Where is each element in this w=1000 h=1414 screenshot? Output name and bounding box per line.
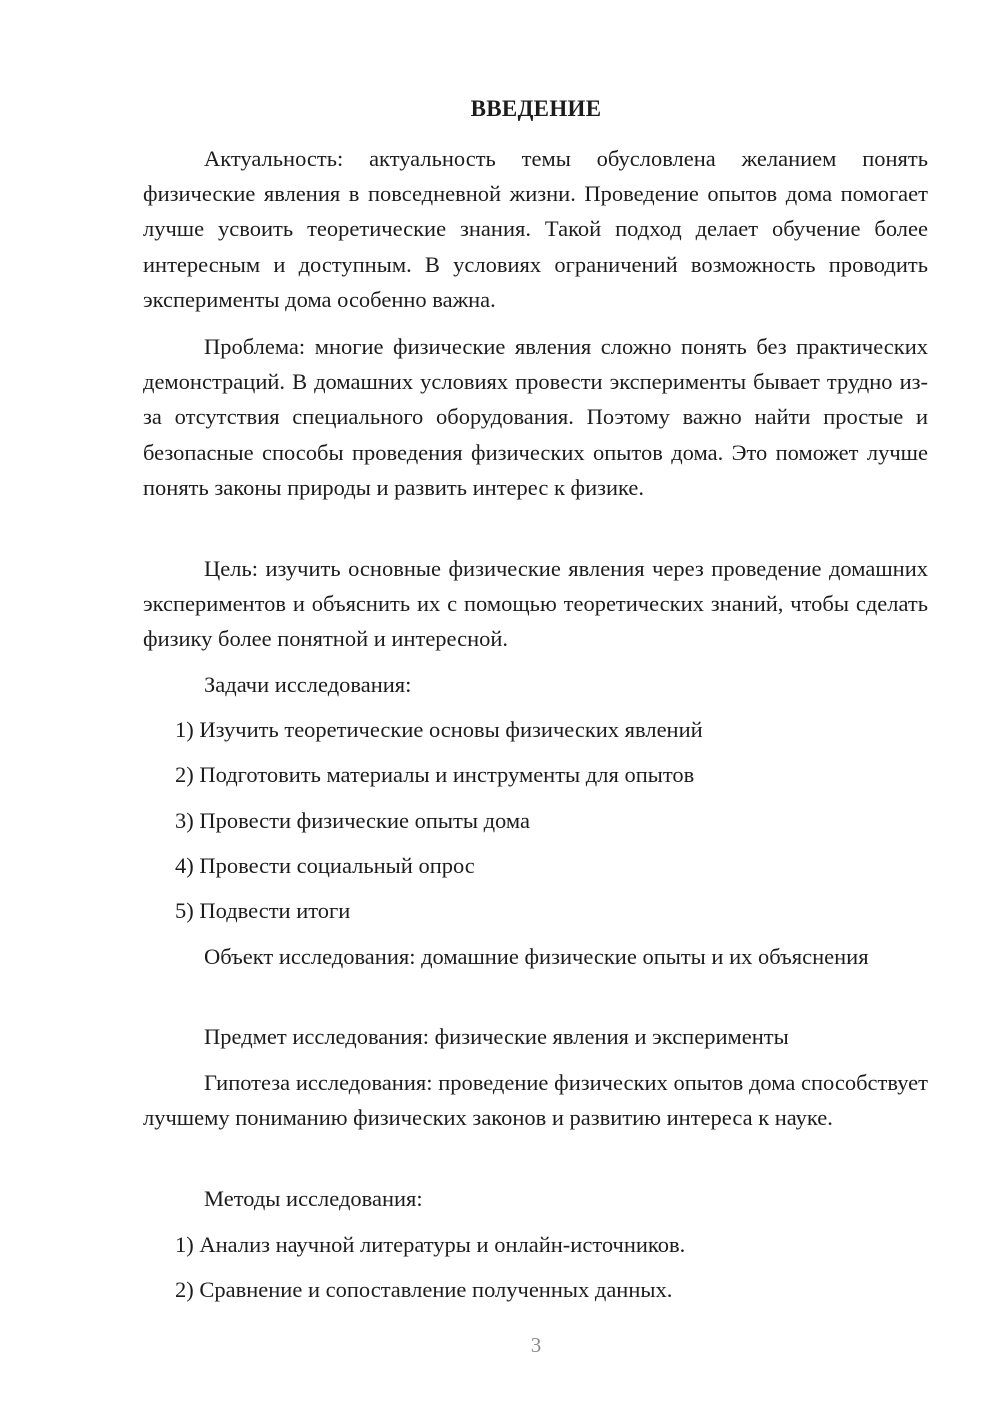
problem-paragraph: Проблема: многие физические явления сложно понять без практических демонстраций. В домашних условиях провести эксперименты бывает трудно из-за отсутствия специального оборудования. Поэтому важно найти простые и безопасные способы проведения физических опытов дома. Это поможет лучше понять законы природы и развить интерес к физике. — [143, 334, 928, 500]
method-item: 1) Анализ научной литературы и онлайн-источников. — [175, 1232, 686, 1257]
task-item: 5) Подвести итоги — [175, 898, 351, 923]
goal-paragraph: Цель: изучить основные физические явления через проведение домашних экспериментов и объяснить их с помощью теоретических знаний, чтобы сделать физику более понятной и интересной. — [143, 556, 928, 652]
task-item: 3) Провести физические опыты дома — [175, 808, 530, 833]
task-item: 4) Провести социальный опрос — [175, 853, 475, 878]
relevance-paragraph: Актуальность: актуальность темы обусловлена желанием понять физические явления в повседневной жизни. Проведение опытов дома помогает лучше усвоить теоретические знания. Такой подход делает обучение более интересным и доступным. В условиях ограничений возможность проводить эксперименты дома особенно важна. — [143, 146, 928, 312]
hypothesis-paragraph: Гипотеза исследования: проведение физических опытов дома способствует лучшему пониманию физических законов и развитию интереса к науке. — [143, 1070, 928, 1131]
tasks-heading: Задачи исследования: — [204, 672, 412, 697]
subject-paragraph: Предмет исследования: физические явления и эксперименты — [204, 1024, 789, 1049]
task-item: 2) Подготовить материалы и инструменты для опытов — [175, 762, 695, 787]
page-title: ВВЕДЕНИЕ — [470, 96, 602, 121]
page-number: 3 — [530, 1333, 542, 1357]
object-paragraph: Объект исследования: домашние физические опыты и их объяснения — [204, 944, 869, 969]
method-item: 2) Сравнение и сопоставление полученных данных. — [175, 1277, 673, 1302]
methods-heading: Методы исследования: — [204, 1186, 423, 1211]
task-item: 1) Изучить теоретические основы физических явлений — [175, 717, 703, 742]
